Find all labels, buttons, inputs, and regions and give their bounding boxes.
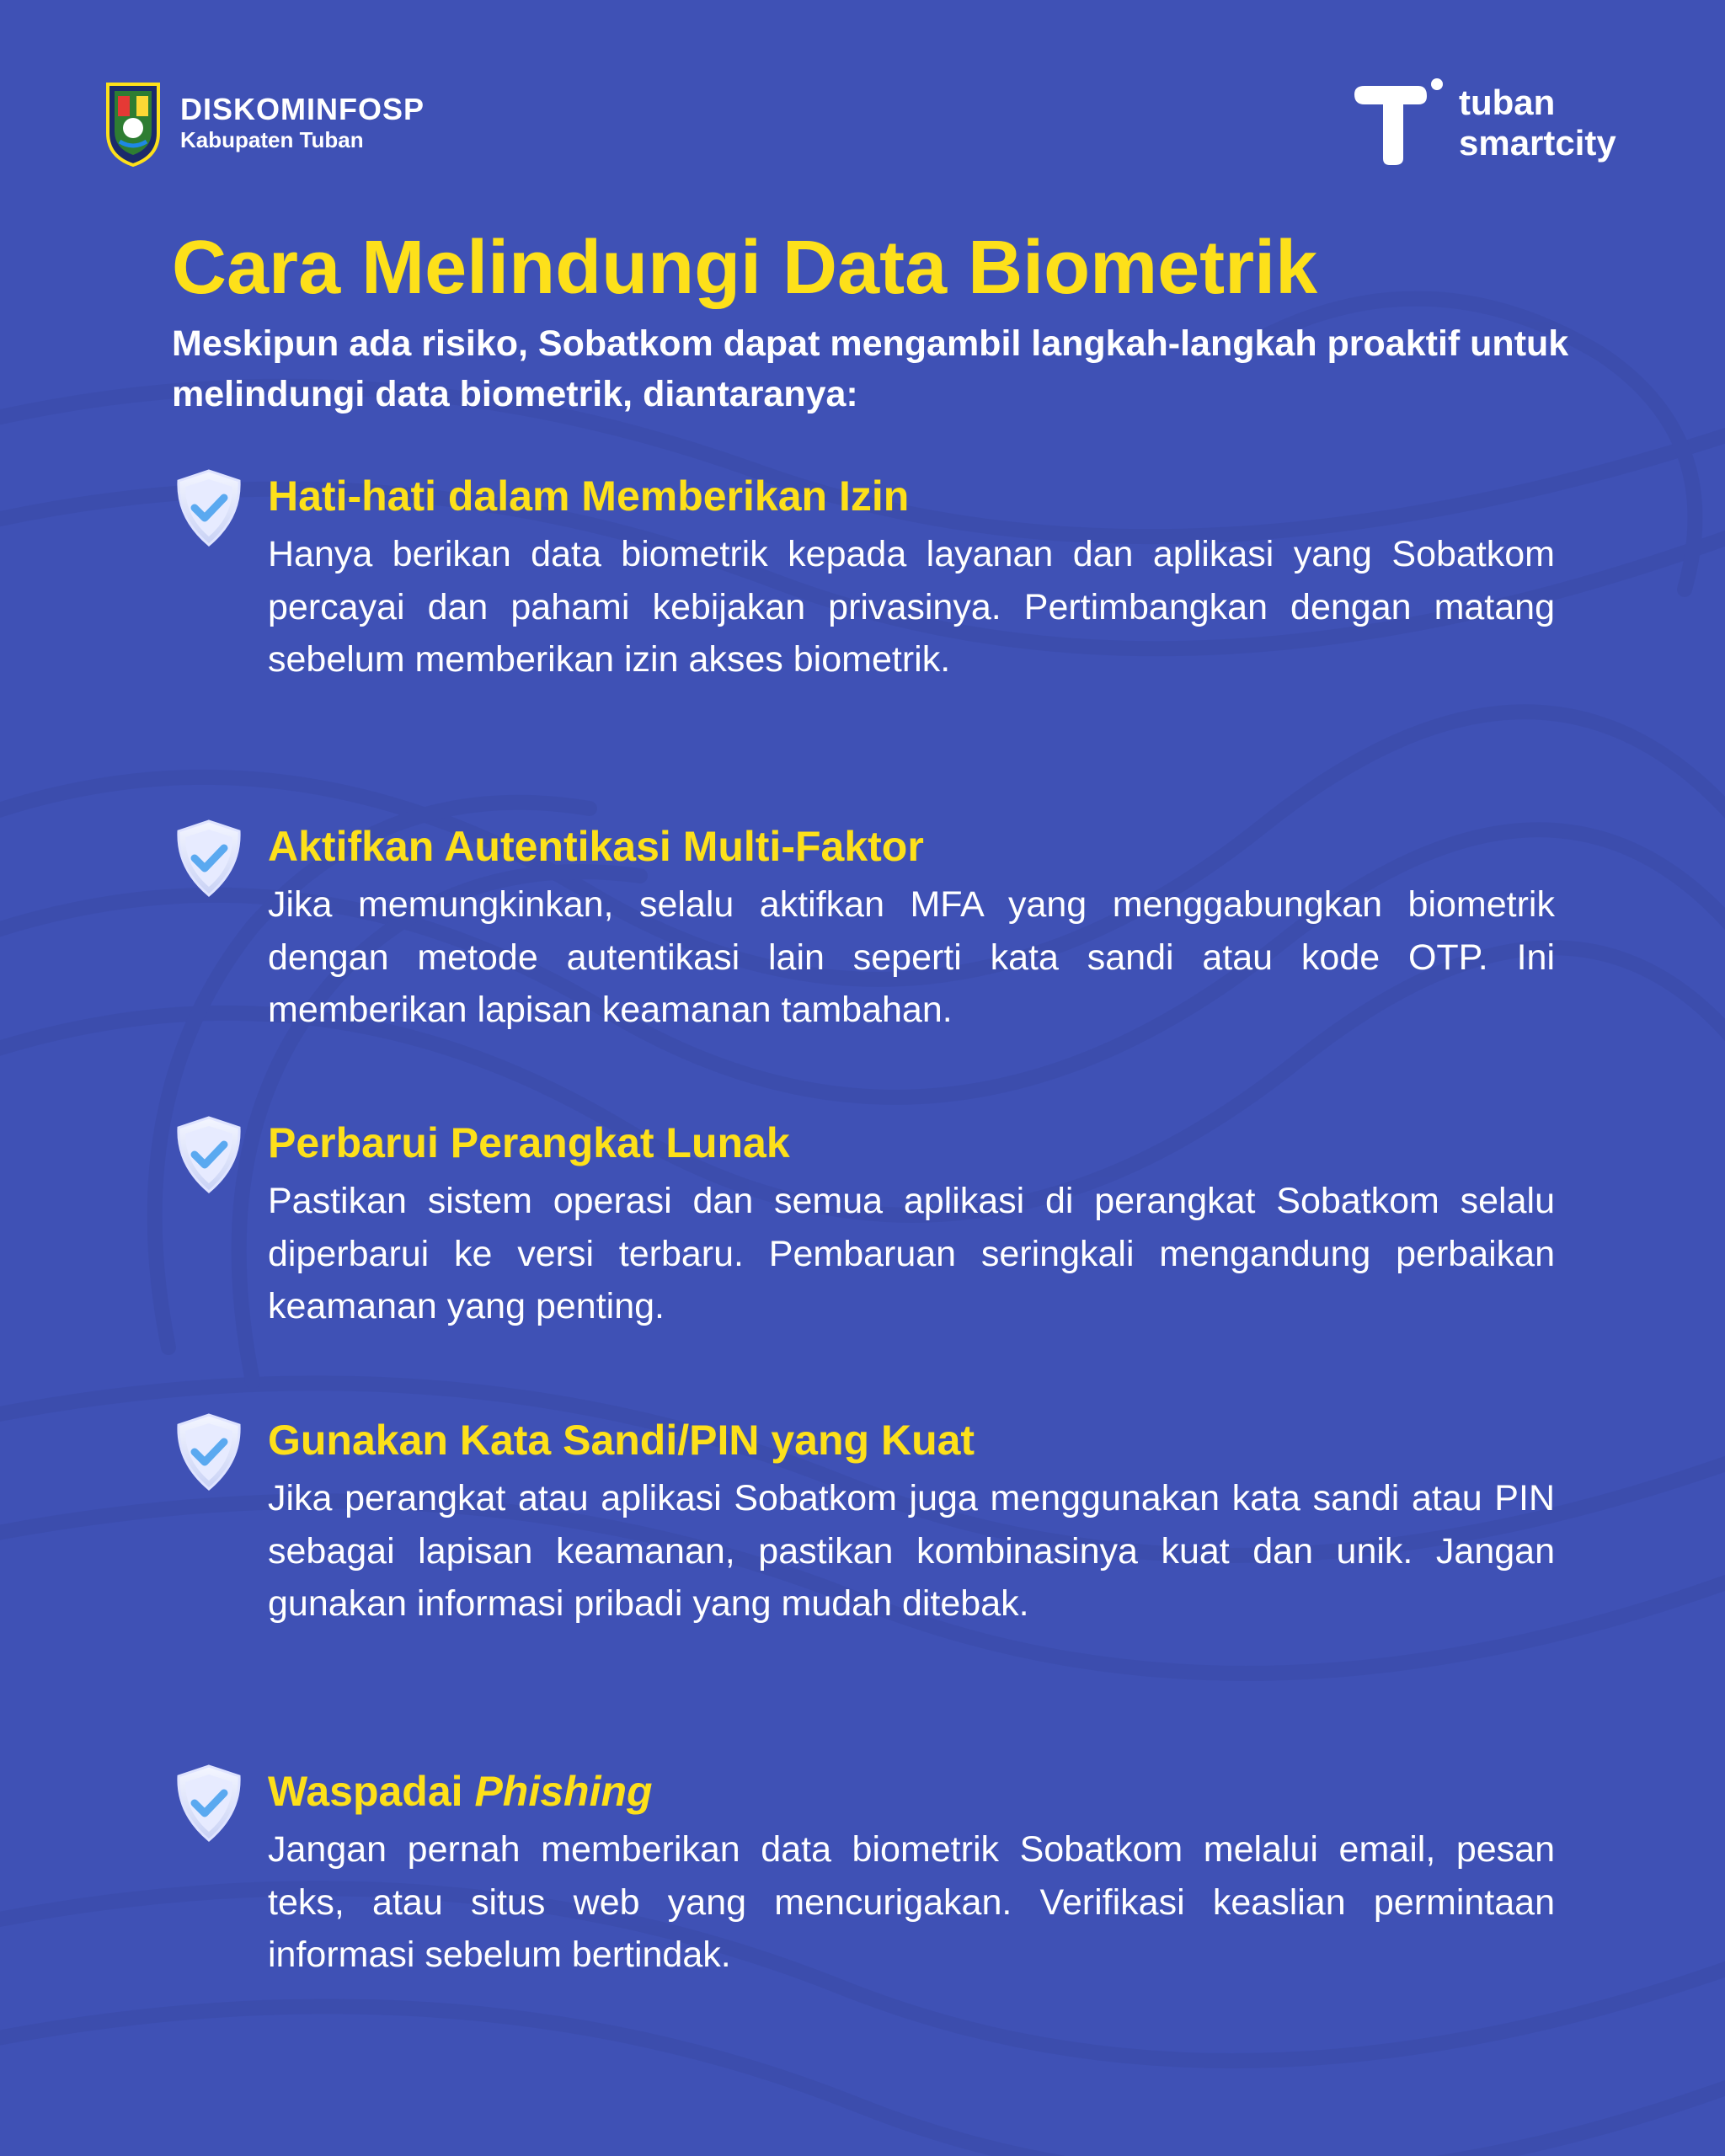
intro-text: Meskipun ada risiko, Sobatkom dapat mengambil langkah-langkah proaktif untuk melindungi data biometrik, diantaranya:	[172, 323, 1569, 414]
item-title-prefix: Waspadai	[268, 1768, 475, 1815]
item-title: Perbarui Perangkat Lunak	[268, 1119, 790, 1166]
diskominfosp-name: DISKOMINFOSP	[180, 92, 425, 126]
item-title-italic: Phishing	[474, 1768, 653, 1815]
item-title: Hati-hati dalam Memberikan Izin	[268, 472, 910, 520]
shield-check-icon	[172, 1763, 246, 1844]
diskominfosp-logo	[103, 79, 425, 167]
header	[0, 0, 1725, 185]
tuban-label: tuban	[1459, 83, 1556, 122]
shield-check-icon	[172, 818, 246, 899]
tuban-t-icon	[1349, 77, 1447, 168]
shield-check-icon	[172, 1412, 246, 1492]
item-text: Pastikan sistem operasi dan semua aplikasi di perangkat Sobatkom selalu diperbarui ke versi terbaru. Pembaruan seringkali mengandung perbaikan keamanan yang penting.	[268, 1181, 1555, 1326]
item-text: Jika perangkat atau aplikasi Sobatkom juga menggunakan kata sandi atau PIN sebagai lapisan keamanan, pastikan kombinasinya kuat dan unik. Jangan gunakan informasi pribadi yang mudah ditebak.	[268, 1478, 1555, 1624]
tuban-smartcity-logo	[1349, 77, 1616, 168]
shield-check-icon	[172, 467, 246, 548]
shield-check-icon	[172, 1114, 246, 1195]
item-text: Jangan pernah memberikan data biometrik Sobatkom melalui email, pesan teks, atau situs web yang mencurigakan. Verifikasi keaslian permintaan informasi sebelum bertindak.	[268, 1829, 1555, 1975]
page-title: Cara Melindungi Data Biometrik	[172, 226, 1318, 310]
item-title	[268, 1763, 1555, 1820]
item-title: Aktifkan Autentikasi Multi-Faktor	[268, 823, 924, 870]
item-text: Hanya berikan data biometrik kepada layanan dan aplikasi yang Sobatkom percayai dan pahami kebijakan privasinya. Pertimbangkan dengan matang sebelum memberikan izin akses biometrik.	[268, 534, 1555, 680]
regency-crest-icon	[103, 79, 163, 167]
item-text: Jika memungkinkan, selalu aktifkan MFA yang menggabungkan biometrik dengan metode autentikasi lain seperti kata sandi atau kode OTP. Ini memberikan lapisan keamanan tambahan.	[268, 884, 1555, 1030]
item-title: Gunakan Kata Sandi/PIN yang Kuat	[268, 1417, 975, 1464]
diskominfosp-subtitle: Kabupaten Tuban	[180, 127, 364, 152]
smartcity-label: smartcity	[1459, 123, 1616, 163]
